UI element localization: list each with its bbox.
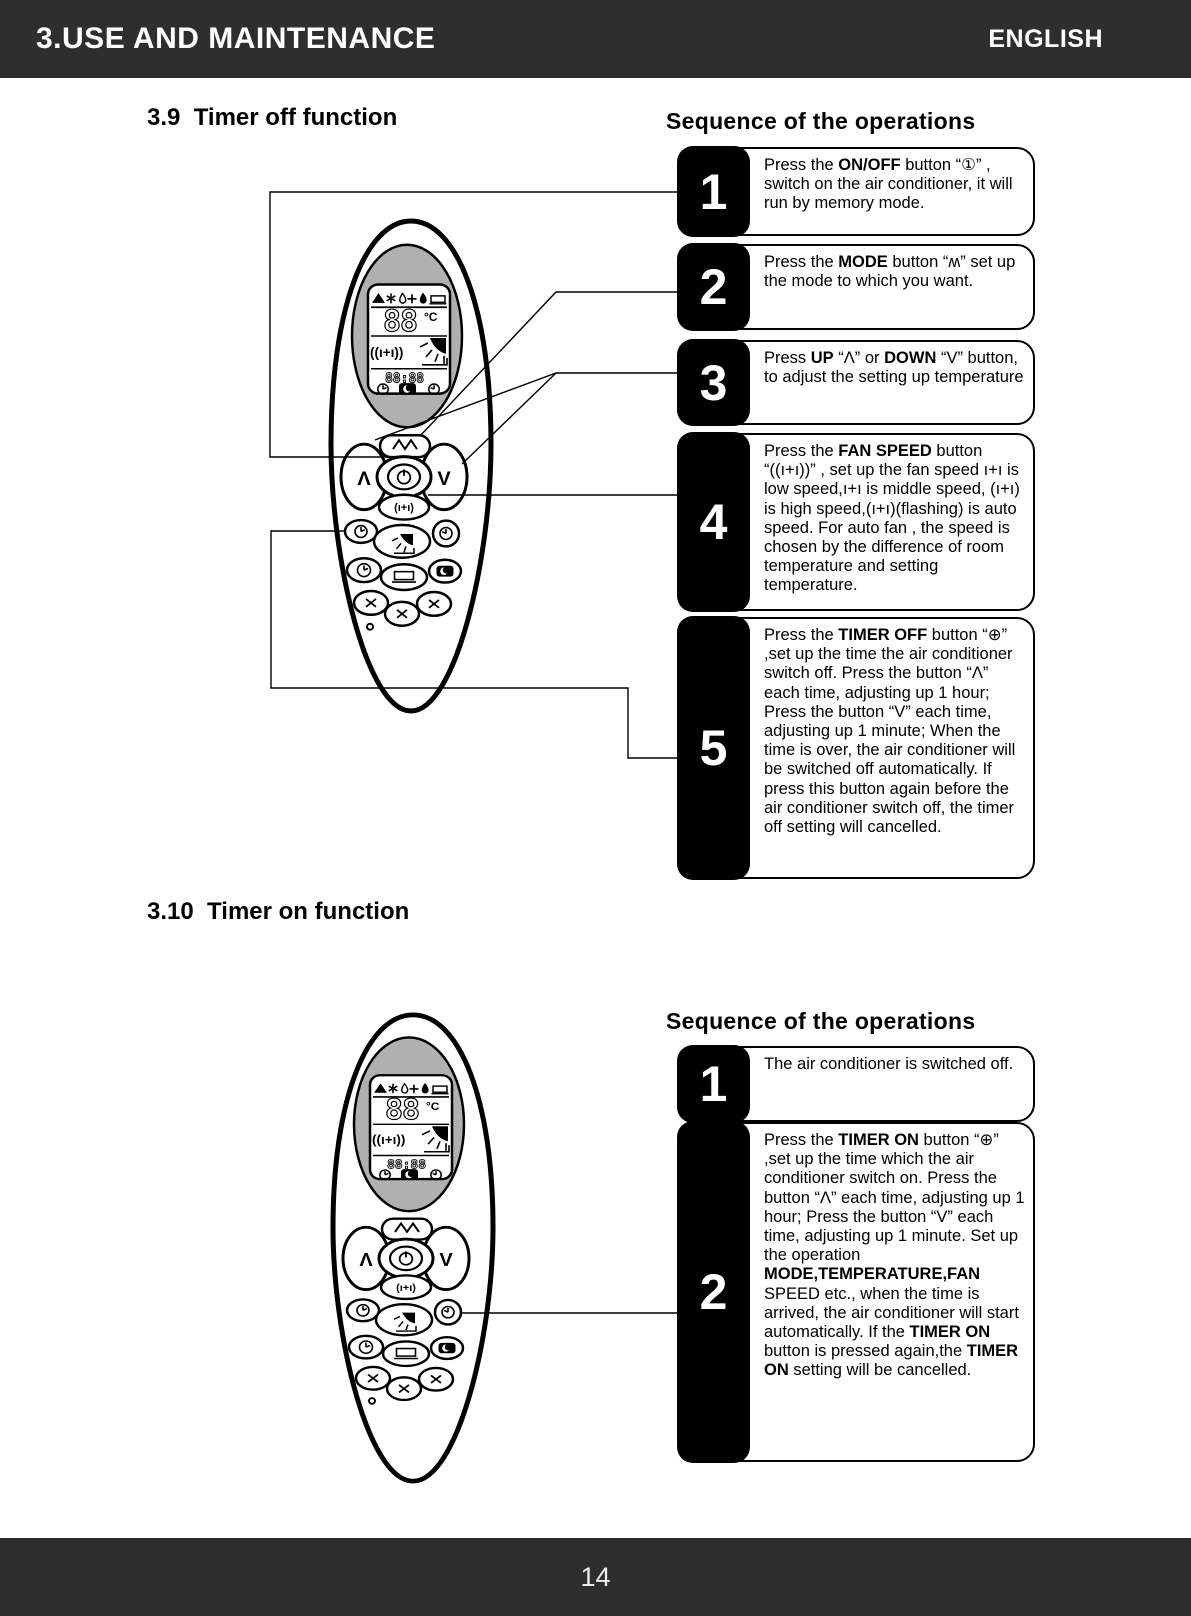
step-text: The air conditioner is switched off. (764, 1055, 1014, 1073)
step-box-5 (678, 617, 1035, 879)
step-box-3 (678, 340, 1035, 425)
page-footer (0, 1538, 1191, 1616)
language-label: ENGLISH (988, 24, 1103, 53)
remote-illustration-2 (328, 1012, 498, 1484)
step-text: Press UP “Λ” or DOWN “V” button, to adjust the setting up temperature (764, 349, 1024, 387)
section-title-3-10: 3.10 Timer on function (147, 898, 410, 925)
step-box-6 (678, 1046, 1035, 1122)
section-title-3-9: 3.9 Timer off function (147, 104, 398, 131)
page-number: 14 (580, 1561, 611, 1592)
step-number: 3 (677, 339, 750, 426)
step-number: 4 (677, 432, 750, 612)
step-text: Press the FAN SPEED button “((ı+ı))” , set up the fan speed ı+ı is low speed,ı+ı is middle speed, (ı+ı) is high speed,(ı+ı)(flashing) is auto speed. For auto fan , the speed is chosen by the difference of room temperature and setting temperature. (764, 442, 1020, 595)
step-text: Press the ON/OFF button “①” , switch on the air conditioner, it will run by memory mode. (764, 156, 1013, 213)
step-text: Press the TIMER OFF button “⊕” ,set up the time the air conditioner switch off. Press the button “Λ” each time, adjusting up 1 hour; Press the button “V” each time, adjusting up 1 minute; When the time is over, the air conditioner will be switched off automatically. If press this button again before the air conditioner switch off, the timer off setting will cancelled. (764, 626, 1016, 837)
step-box-2 (678, 244, 1035, 330)
page-header (0, 0, 1191, 78)
step-text: Press the TIMER ON button “⊕” ,set up the time which the air conditioner switch on. Press the button “Λ” each time, adjusting up 1 hour; Press the button “V” each time, adjusting up 1 minute. Set up the operation MODE,TEMPERATURE,FAN SPEED etc., when the time is arrived, the air conditioner will start automatically. If the TIMER ON button is pressed again,the TIMER ON setting will be cancelled. (764, 1131, 1025, 1380)
step-number: 2 (677, 1121, 750, 1463)
step-number: 2 (677, 243, 750, 331)
remote-illustration-1 (326, 218, 496, 714)
step-box-4 (678, 433, 1035, 611)
step-text: Press the MODE button “ʍ” set up the mode to which you want. (764, 253, 1016, 291)
sequence-heading-2: Sequence of the operations (666, 1008, 976, 1034)
step-box-1 (678, 147, 1035, 236)
step-number: 1 (677, 1045, 750, 1123)
step-number: 5 (677, 616, 750, 880)
chapter-title: 3.USE AND MAINTENANCE (36, 22, 436, 55)
step-box-7 (678, 1122, 1035, 1462)
step-number: 1 (677, 146, 750, 237)
sequence-heading-1: Sequence of the operations (666, 108, 976, 134)
